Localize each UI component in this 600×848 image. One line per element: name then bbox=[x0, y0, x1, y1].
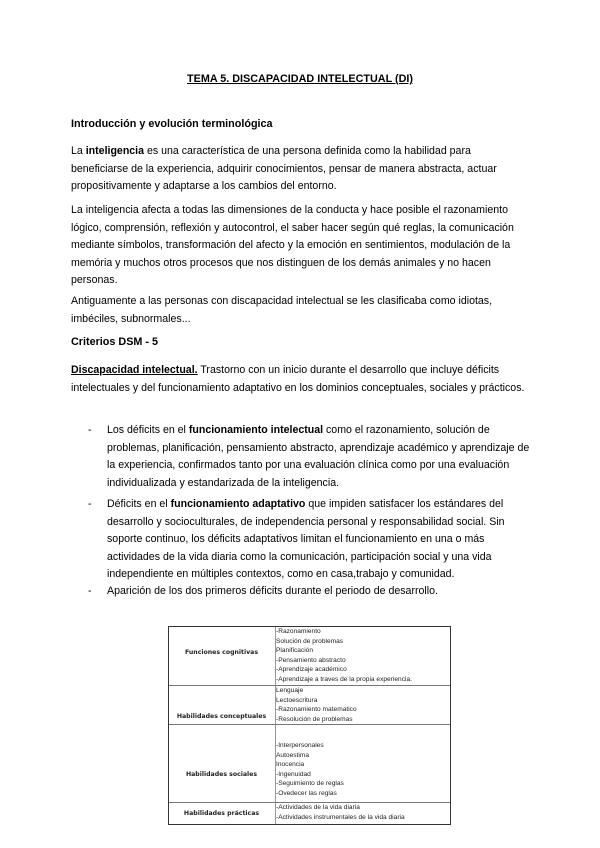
bold-term: inteligencia bbox=[85, 145, 145, 157]
table-item: -Ovedecer las reglas bbox=[276, 789, 337, 797]
table-item: -Seguimiento de reglas bbox=[276, 780, 344, 788]
bullet-dash: - bbox=[88, 424, 92, 436]
table-item: -Ingenuidad bbox=[276, 770, 311, 778]
table-row bbox=[169, 627, 450, 685]
table-items bbox=[276, 686, 451, 724]
bold-term: funcionamiento adaptativo bbox=[170, 498, 306, 510]
text: como el razonamiento, solución de problemas, planificación, pensamiento abstracto, aprendizaje académico y aprendizaje de la experiencia, confirmados tanto por una evaluación clínica como por una evaluación individualizada y estandarizada de la inteligencia. bbox=[107, 424, 530, 489]
paragraph-historical-terms: Antiguamente a las personas con discapacidad intelectual se les clasificaba como idiotas, imbéciles, subnormales... bbox=[71, 295, 493, 325]
bullet-dash: - bbox=[88, 498, 92, 510]
skills-table bbox=[168, 626, 451, 825]
table-items bbox=[276, 627, 451, 685]
text: Déficits en el bbox=[107, 498, 171, 510]
table-item: -Pensamiento abstracto bbox=[276, 656, 346, 664]
table-row bbox=[169, 685, 450, 725]
paragraph-definition bbox=[71, 362, 529, 397]
paragraph-intelligence-effects: La inteligencia afecta a todas las dimensiones de la conducta y hace posible el razonamiento lógico, comprensión, reflexión y autocontrol, el saber hacer según qué reglas, la comunicación mediante símbolos, transformación del afecto y la emoción en sentimientos, modulación de la memória y muchos otros procesos que nos distinguen de los demás animales y no hacen personas. bbox=[71, 204, 514, 287]
bullet-dash: - bbox=[88, 585, 92, 597]
table-row bbox=[169, 724, 450, 803]
table-item: -Interpersonales bbox=[276, 742, 324, 749]
list-item-text bbox=[107, 422, 532, 492]
table-items bbox=[276, 803, 451, 822]
table-row bbox=[169, 802, 450, 825]
text: es una característica de una persona definida como la habilidad para beneficiarse de la experiencia, adquirir conocimientos, pensar de manera abstracta, actuar propositivamente y adaptarse a los cambios del entorno. bbox=[71, 145, 497, 193]
table-item: -Razonamiento matematico bbox=[276, 706, 357, 714]
table-category: Habilidades sociales bbox=[185, 771, 258, 778]
table-item: Lectoescritura bbox=[276, 696, 318, 704]
list-item-text bbox=[107, 583, 532, 601]
list-item-text bbox=[107, 496, 532, 584]
text: Los déficits en el bbox=[107, 424, 189, 436]
text: Aparición de los dos primeros déficits durante el periodo de desarrollo. bbox=[107, 585, 438, 597]
definition-text: Trastorno con un inicio durante el desarrollo que incluye déficits intelectuales y del funcionamiento adaptativo en los dominios conceptuales, sociales y prácticos. bbox=[71, 364, 525, 394]
table-item: Inocencia bbox=[276, 761, 305, 769]
table-item: -Aprendizaje a traves de la propia experiencia. bbox=[276, 675, 412, 683]
table-items bbox=[276, 741, 451, 799]
table-item: Autoestima bbox=[276, 751, 309, 759]
section-heading-dsm5: Criterios DSM - 5 bbox=[71, 336, 158, 348]
table-item: -Resolución de problemas bbox=[276, 715, 353, 723]
page-title: TEMA 5. DISCAPACIDAD INTELECTUAL (DI) bbox=[187, 73, 413, 85]
table-item: -Razonamiento bbox=[276, 628, 321, 635]
table-item: -Aprendizaje académico bbox=[276, 666, 347, 674]
bold-term: funcionamiento intelectual bbox=[188, 424, 324, 436]
text: que impiden satisfacer los estándares del desarrollo y socioculturales, de independencia personal y responsabilidad social. Sin soporte continuo, los déficits adaptativos limitan el funcionamiento en una o más actividades de la vida diaria como la comunicación, participación social y una vida independiente en múltiples contextos, como en casa,trabajo y comunidad. bbox=[107, 498, 505, 581]
section-heading-intro: Introducción y evolución terminológica bbox=[71, 118, 273, 130]
table-item: Solución de problemas bbox=[276, 637, 344, 645]
table-item: -Actividades instrumentales de la vida diaria bbox=[276, 813, 405, 821]
table-category: Habilidades prácticas bbox=[183, 810, 260, 817]
text: La bbox=[71, 145, 86, 157]
table-category: Habilidades conceptuales bbox=[176, 713, 267, 720]
table-item: Planificación bbox=[276, 647, 314, 655]
paragraph-intelligence-definition bbox=[71, 143, 529, 196]
definition-term: Discapacidad intelectual. bbox=[71, 364, 198, 376]
table-category: Funciones cognitivas bbox=[184, 649, 259, 656]
table-item: Lenguaje bbox=[276, 687, 304, 694]
table-item: -Actividades de la vida diaria bbox=[276, 804, 360, 811]
